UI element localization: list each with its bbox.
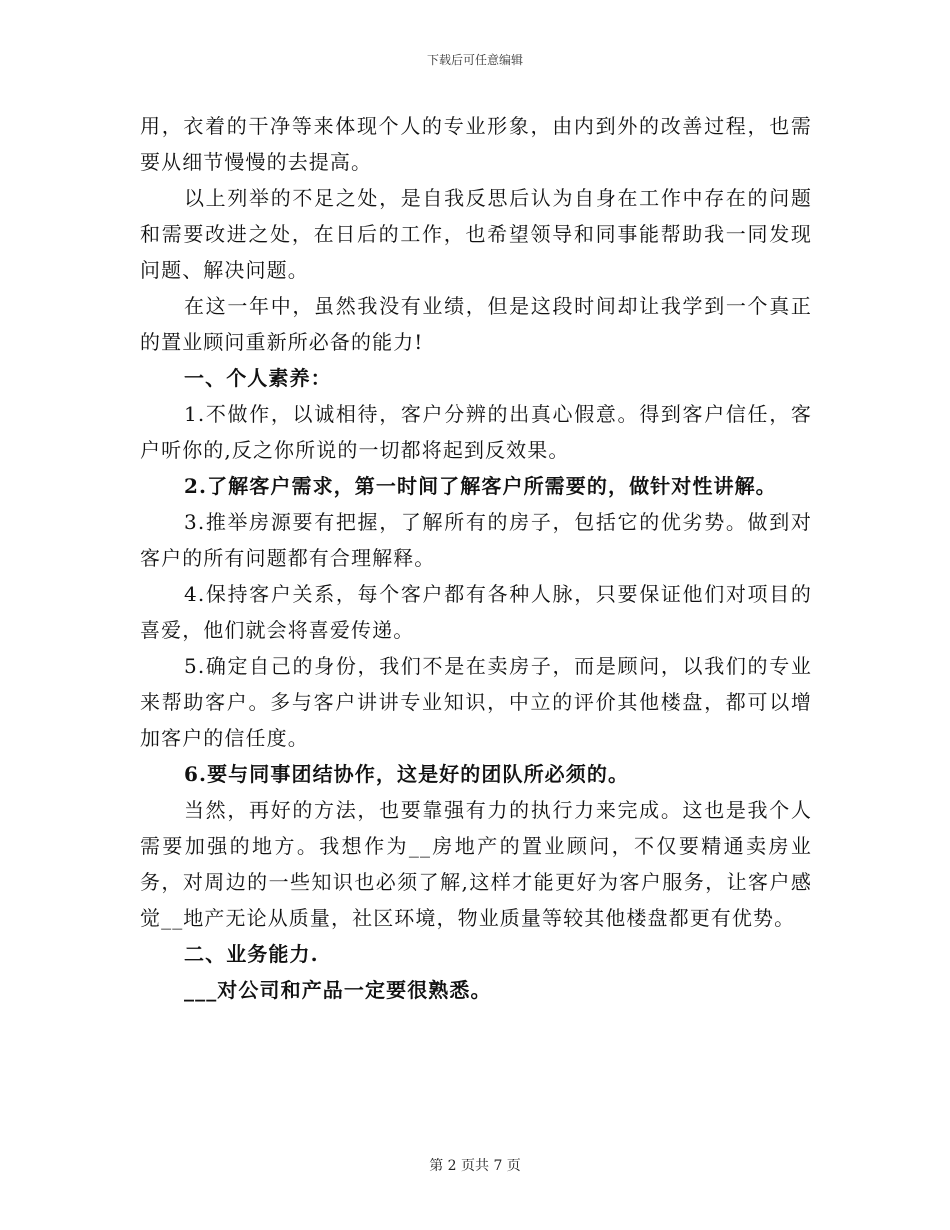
list-item-identity: 5.确定自己的身份，我们不是在卖房子，而是顾问，以我们的专业来帮助客户。多与客户讲讲专业知识，中立的评价其他楼盘，都可以增加客户的信任度。 — [140, 654, 812, 750]
list-item-teamwork: 6.要与同事团结协作，这是好的团队所必须的。 — [184, 762, 630, 786]
paragraph-year-summary: 在这一年中，虽然我没有业绩，但是这段时间却让我学到一个真正的置业顾问重新所必备的能力! — [140, 294, 812, 354]
section-heading-business-ability: 二、业务能力. — [184, 942, 319, 966]
page-header: 下载后可任意编辑 — [426, 53, 523, 67]
list-item-customer-relations: 4.保持客户关系，每个客户都有各种人脉，只要保证他们对项目的喜爱，他们就会将喜爱传递。 — [140, 582, 812, 642]
paragraph-execution: 当然，再好的方法，也要靠强有力的执行力来完成。这也是我个人需要加强的地方。我想作为__房地产的置业顾问，不仅要精通卖房业务，对周边的一些知识也必须了解,这样才能更好为客户服务，让客户感觉__地产无论从质量，社区环境，物业质量等较其他楼盘都更有优势。 — [140, 798, 812, 930]
list-item-sincerity: 1.不做作，以诚相待，客户分辨的出真心假意。得到客户信任，客户听你的,反之你所说的一切都将起到反效果。 — [140, 402, 812, 462]
paragraph-professional-image: 用，衣着的干净等来体现个人的专业形象，由内到外的改善过程，也需要从细节慢慢的去提高。 — [140, 114, 812, 174]
page-footer: 第 2 页共 7 页 — [429, 1158, 521, 1174]
section-heading-personal-quality: 一、个人素养： — [184, 366, 332, 390]
list-item-recommend-listings: 3.推举房源要有把握，了解所有的房子，包括它的优劣势。做到对客户的所有问题都有合理解释。 — [140, 510, 812, 570]
paragraph-shortcomings: 以上列举的不足之处，是自我反思后认为自身在工作中存在的问题和需要改进之处，在日后的工作，也希望领导和同事能帮助我一同发现问题、解决问题。 — [140, 186, 812, 282]
paragraph-company-knowledge: ___对公司和产品一定要很熟悉。 — [184, 978, 492, 1002]
document-body — [140, 108, 812, 1008]
list-item-customer-needs: 2.了解客户需求，第一时间了解客户所需要的，做针对性讲解。 — [184, 474, 777, 498]
